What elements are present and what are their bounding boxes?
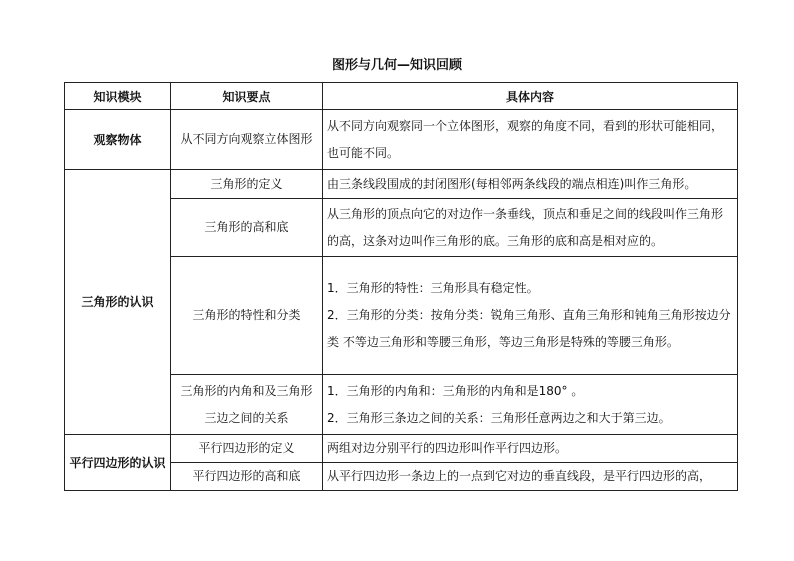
table-row — [65, 110, 738, 170]
point-cell: 三角形的特性和分类 — [171, 257, 323, 375]
point-cell: 平行四边形的高和底 — [171, 463, 323, 491]
content-cell: 从平行四边形一条边上的一点到它对边的垂直线段，是平行四边形的高， — [323, 463, 738, 491]
point-cell: 三角形的内角和及三角形三边之间的关系 — [171, 375, 323, 435]
header-content: 具体内容 — [323, 83, 738, 110]
content-cell: 从三角形的顶点向它的对边作一条垂线，顶点和垂足之间的线段叫作三角形的高，这条对边叫作三角形的底。三角形的底和高是相对应的。 — [323, 199, 738, 257]
content-cell: 从不同方向观察同一个立体图形，观察的角度不同，看到的形状可能相同，也可能不同。 — [323, 110, 738, 170]
content-line: 2．三角形的分类：按角分类：锐角三角形、直角三角形和钝角三角形按边分类 不等边三角形和等腰三角形，等边三角形是特殊的等腰三角形。 — [327, 308, 731, 349]
module-cell: 平行四边形的认识 — [65, 435, 171, 491]
content-cell: 由三条线段围成的封闭图形(每相邻两条线段的端点相连)叫作三角形。 — [323, 170, 738, 199]
content-cell — [323, 257, 738, 375]
table-row — [65, 435, 738, 463]
module-cell: 三角形的认识 — [65, 170, 171, 435]
module-cell: 观察物体 — [65, 110, 171, 170]
content-line: 1．三角形的内角和：三角形的内角和是180° 。 — [327, 383, 584, 398]
content-line: 1．三角形的特性：三角形具有稳定性。 — [327, 281, 539, 295]
content-cell — [323, 375, 738, 435]
point-cell: 三角形的高和底 — [171, 199, 323, 257]
table-row — [65, 170, 738, 199]
point-cell: 从不同方向观察立体图形 — [171, 110, 323, 170]
header-module: 知识模块 — [65, 83, 171, 110]
content-line: 2．三角形三条边之间的关系：三角形任意两边之和大于第三边。 — [327, 410, 671, 425]
header-point: 知识要点 — [171, 83, 323, 110]
table-header-row — [65, 83, 738, 110]
point-cell: 平行四边形的定义 — [171, 435, 323, 463]
content-cell: 两组对边分别平行的四边形叫作平行四边形。 — [323, 435, 738, 463]
knowledge-table — [64, 82, 738, 491]
point-cell: 三角形的定义 — [171, 170, 323, 199]
page-title: 图形与几何—知识回顾 — [331, 58, 462, 73]
